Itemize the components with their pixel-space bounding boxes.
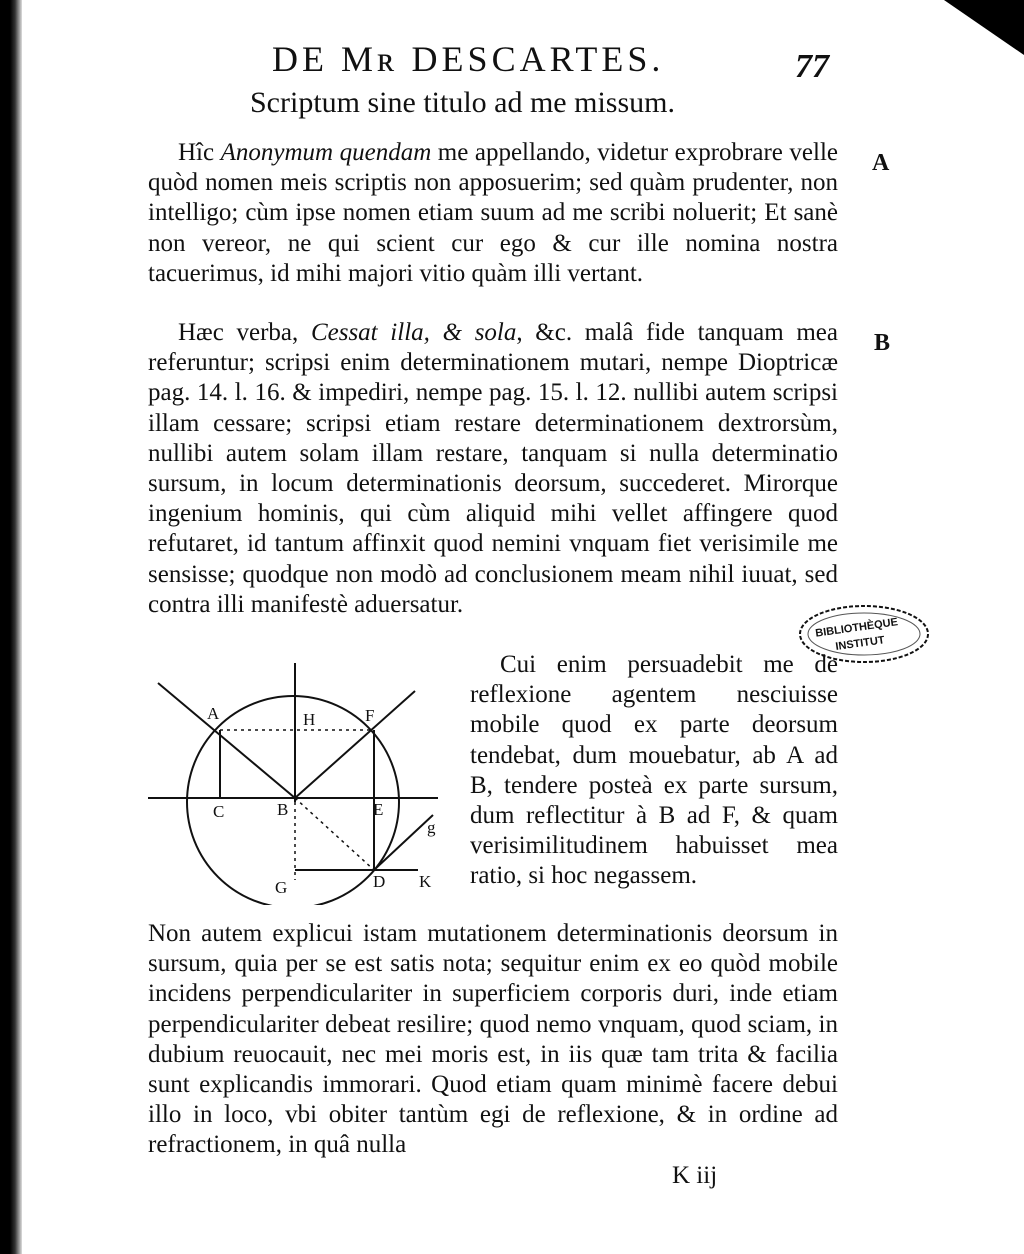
stamp-line-1: BIBLIOTHÈQUE [814,616,899,640]
paragraph-4: Non autem explicui istam mutationem determinationis deorsum in sursum, quia per se est satis nota; sequitur enim ex eo quòd mobile incidens perpendiculariter in superficiem corporis duri, inde etiam perpendiculariter debeat resilire; quod nemo vnquam, quod sciam, in dubium reuocauit, nec mei moris est, in iis quæ tam trita & facilia sunt explicandis immorari. Quod etiam quam minimè facere debui illo in loco, vbi obiter tantùm egi de reflexione, & in ordine ad refractionem, in quâ nulla [148,920,838,1159]
paragraph-1: Hîc Anonymum quendam me appellando, videtur exprobrare velle quòd nomen meis scriptis non apposuerim; sed quàm prudenter, non intelligo; cùm ipse nomen etiam suum ad me scribi noluerit; Et sanè non vereor, ne qui scient cur ego & cur ille nomina nostra tacuerimus, id mihi majori vitio quàm illi vertant. [148,139,838,287]
paragraph-3: Cui enim persuadebit me de reflexione agentem nesciuisse mobile quod ex parte deorsum tendebat, dum mouebatur, ab A ad B, tendere posteà ex parte sursum, dum reflectitur à B ad F, & quam verisimilitudinem habuisset mea ratio, si hoc negassem. [470,651,838,890]
paragraph-2: Hæc verba, Cessat illa, & sola, &c. malâ fide tanquam mea referuntur; scripsi enim determinationem mutari, nempe Dioptricæ pag. 14. l. 16. & impediri, nempe pag. 15. l. 12. nullibi autem scripsi illam cessare; scripsi etiam restare determinationem dextrorsùm, nullibi autem solam illam restare, tanquam si nulla determinatio sursum, in locum determinationis deorsum, succederet. Mirorque ingenium hominis, qui cùm aliquid mihi vellet affingere quod refutaret, id tantum affinxit quod nemini vnquam fiet verisimile me sensisse; quodque non modò ad conclusionem meam nihil iuuat, sed contra illi manifestè aduersatur. [148,319,838,618]
section-title: Scriptum sine titulo ad me missum. [250,86,675,119]
label-d: D [373,872,386,891]
margin-mark-a: A [872,150,890,176]
label-b: B [277,800,289,819]
incident-ray [158,683,295,798]
scan-corner-shadow [914,0,1024,110]
stamp-line-2: INSTITUT [834,634,886,654]
page-number: 77 [795,48,829,85]
diagram-circle [187,696,399,905]
label-a: A [207,704,220,723]
library-stamp [796,602,932,666]
label-g: G [275,878,288,897]
label-c: C [213,802,225,821]
italic-phrase: Anonymum quendam [220,139,432,166]
label-f: F [365,706,375,725]
label-e: E [373,800,384,819]
reflection-diagram [143,655,443,905]
segment-d-g [374,815,433,870]
label-k: K [419,872,432,891]
margin-mark-b: B [874,330,891,356]
scan-edge-shadow [0,0,22,1254]
label-h: H [303,710,316,729]
dotted-b-d [295,798,374,870]
signature-mark: K iij [672,1162,718,1189]
running-head: DE Mʀ DESCARTES. [272,39,665,79]
italic-phrase: Cessat illa, & sola [310,319,517,346]
label-g-small: g [427,818,436,837]
